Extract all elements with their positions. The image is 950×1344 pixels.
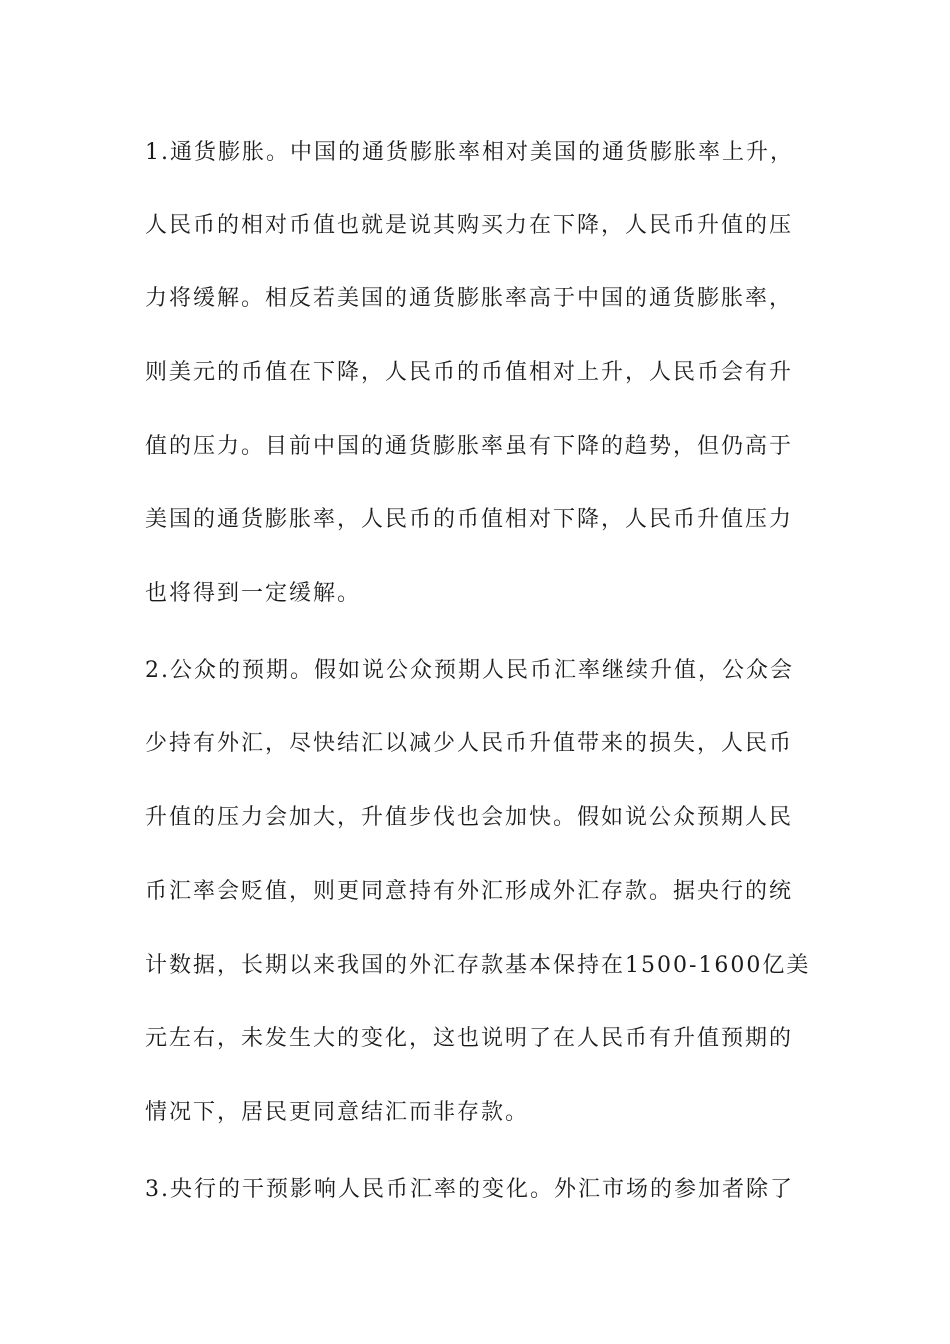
text-line-3: 力将缓解。相反若美国的通货膨胀率高于中国的通货膨胀率， <box>145 286 794 311</box>
text-line-15: 3.央行的干预影响人民币汇率的变化。外汇市场的参加者除了 <box>145 1177 794 1202</box>
text-line-9: 少持有外汇，尽快结汇以减少人民币升值带来的损失，人民币 <box>145 731 794 756</box>
text-line-8: 2.公众的预期。假如说公众预期人民币汇率继续升值，公众会 <box>145 658 794 683</box>
text-line-10: 升值的压力会加大，升值步伐也会加快。假如说公众预期人民 <box>145 805 794 830</box>
text-line-14: 情况下，居民更同意结汇而非存款。 <box>145 1100 530 1125</box>
text-line-11: 币汇率会贬值，则更同意持有外汇形成外汇存款。据央行的统 <box>145 879 794 904</box>
text-line-7: 也将得到一定缓解。 <box>145 581 362 606</box>
text-line-6: 美国的通货膨胀率，人民币的币值相对下降，人民币升值压力 <box>145 507 794 532</box>
text-line-12: 计数据，长期以来我国的外汇存款基本保持在1500-1600亿美 <box>145 953 811 978</box>
text-line-4: 则美元的币值在下降，人民币的币值相对上升，人民币会有升 <box>145 360 794 385</box>
text-line-13: 元左右，未发生大的变化，这也说明了在人民币有升值预期的 <box>145 1026 794 1051</box>
text-line-1: 1.通货膨胀。中国的通货膨胀率相对美国的通货膨胀率上升， <box>145 140 794 165</box>
text-line-2: 人民币的相对币值也就是说其购买力在下降，人民币升值的压 <box>145 213 794 238</box>
text-line-5: 值的压力。目前中国的通货膨胀率虽有下降的趋势，但仍高于 <box>145 434 794 459</box>
